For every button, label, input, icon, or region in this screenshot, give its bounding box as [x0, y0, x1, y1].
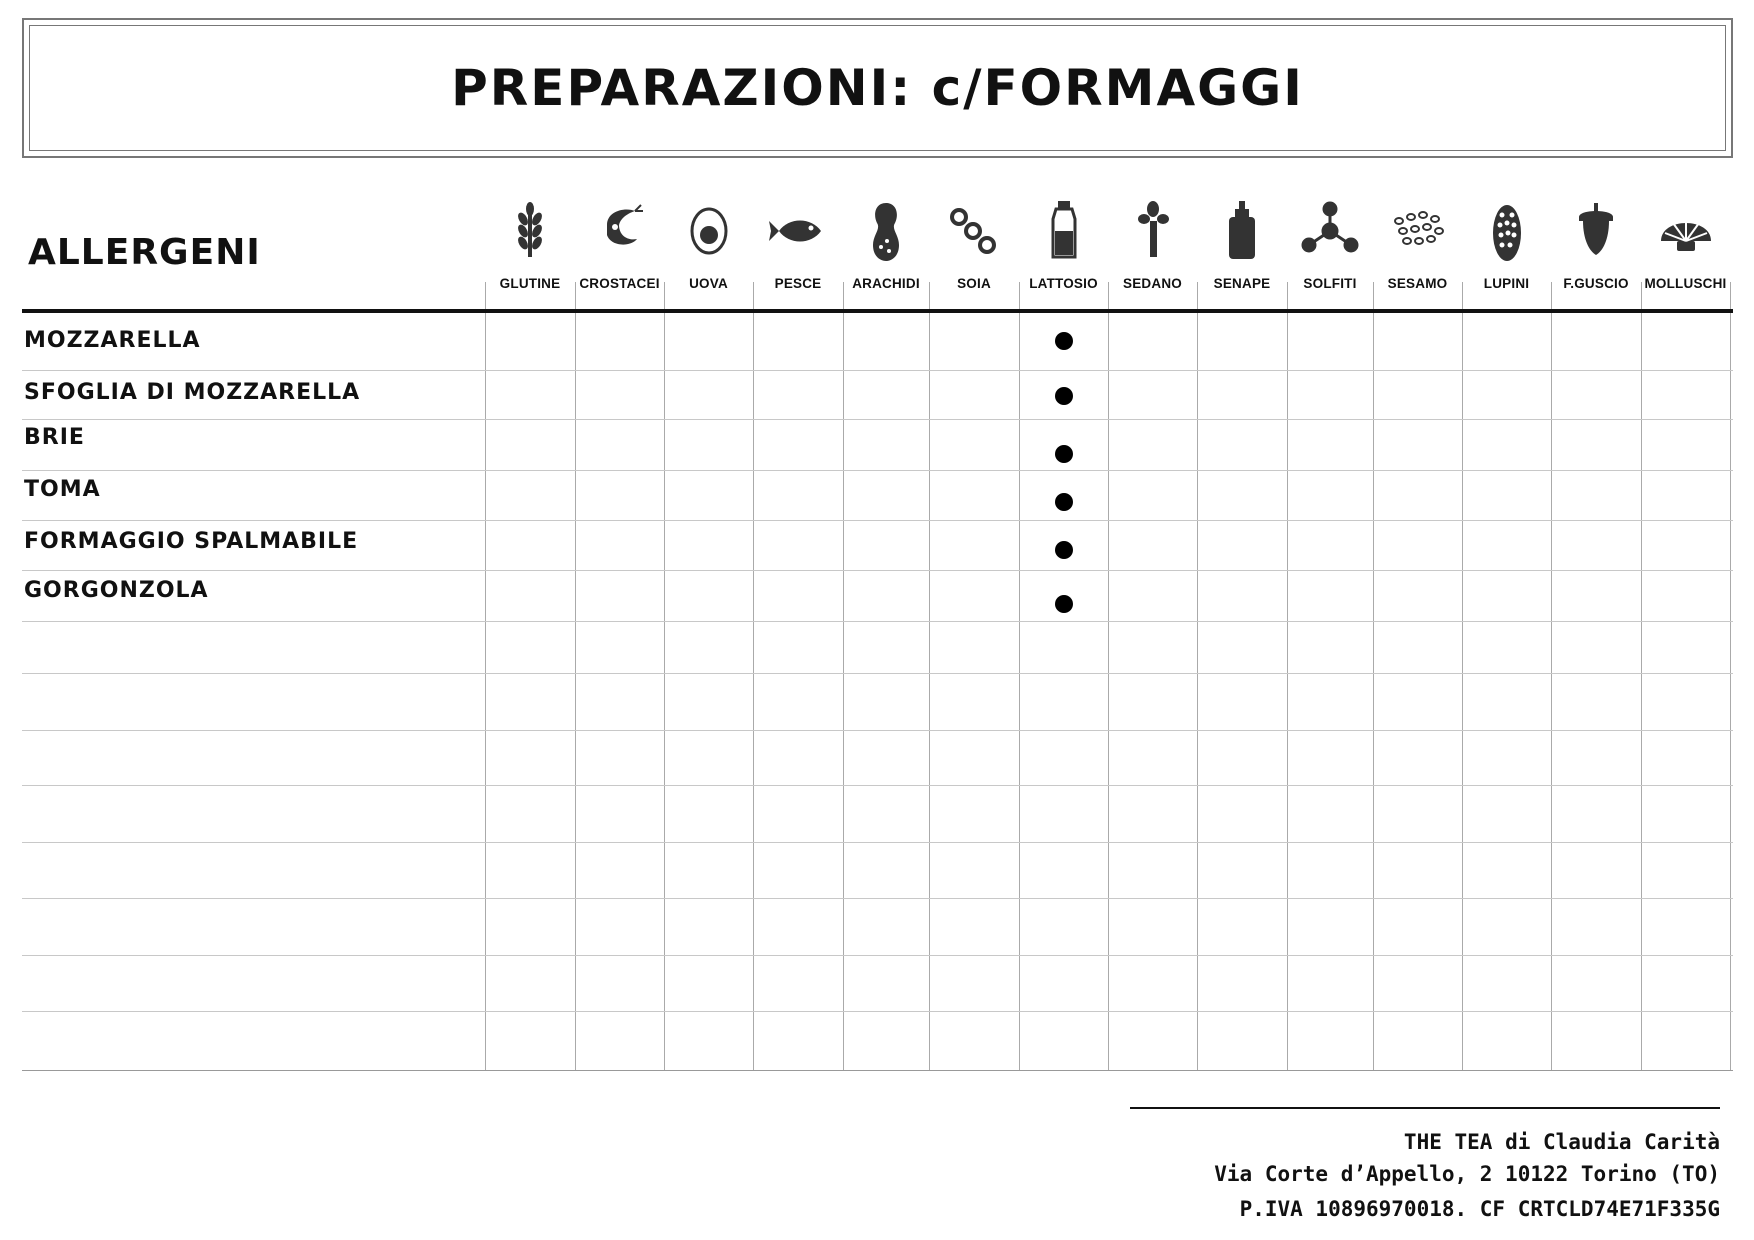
row-divider: [22, 955, 1733, 956]
column-divider: [929, 282, 930, 1070]
row-label: SFOGLIA DI MOZZARELLA: [24, 380, 361, 405]
acorn-icon: [1561, 195, 1631, 265]
peanut-icon: [851, 195, 921, 265]
column-divider: [1287, 282, 1288, 1070]
row-label: FORMAGGIO SPALMABILE: [24, 529, 359, 554]
row-label: MOZZARELLA: [24, 328, 201, 353]
row-divider: [22, 730, 1733, 731]
allergen-icon-fguscio: [1561, 195, 1631, 265]
page-title: PREPARAZIONI: c/FORMAGGI: [451, 59, 1304, 117]
column-divider: [1462, 282, 1463, 1070]
allergen-icon-lupini: [1472, 195, 1542, 265]
footer-rule: [1130, 1107, 1720, 1109]
allergen-label: SESAMO: [1387, 276, 1448, 291]
row-divider: [22, 621, 1733, 622]
row-divider: [22, 898, 1733, 899]
allergen-label: MOLLUSCHI: [1644, 276, 1727, 291]
row-divider: [22, 785, 1733, 786]
allergen-label: SEDANO: [1123, 276, 1182, 291]
row-label: BRIE: [24, 425, 85, 450]
row-divider: [22, 1070, 1733, 1071]
allergen-icon-molluschi: [1651, 195, 1721, 265]
allergen-dot: [1055, 332, 1073, 350]
footer-tax-ids: P.IVA 10896970018. CF CRTCLD74E71F335G: [1239, 1197, 1720, 1221]
allergen-label: UOVA: [689, 276, 728, 291]
column-divider: [1373, 282, 1374, 1070]
milk-bottle-icon: [1029, 195, 1099, 265]
column-divider: [575, 282, 576, 1070]
celery-icon: [1118, 195, 1188, 265]
row-label: TOMA: [24, 477, 101, 502]
column-divider: [1197, 282, 1198, 1070]
allergen-dot: [1055, 387, 1073, 405]
header-rule: [22, 309, 1733, 313]
fish-icon: [763, 195, 833, 265]
footer-address: Via Corte d’Appello, 2 10122 Torino (TO): [1214, 1162, 1720, 1186]
wheat-icon: [495, 195, 565, 265]
row-divider: [22, 520, 1733, 521]
row-divider: [22, 673, 1733, 674]
allergen-label: SOLFITI: [1303, 276, 1357, 291]
allergen-dot: [1055, 541, 1073, 559]
allergen-icon-arachidi: [851, 195, 921, 265]
allergen-label: ARACHIDI: [852, 276, 920, 291]
soy-icon: [939, 195, 1009, 265]
row-divider: [22, 842, 1733, 843]
row-divider: [22, 570, 1733, 571]
allergen-label: SENAPE: [1213, 276, 1271, 291]
row-divider: [22, 1011, 1733, 1012]
sulfite-molecule-icon: [1295, 195, 1365, 265]
allergen-label: GLUTINE: [499, 276, 561, 291]
footer-company: THE TEA di Claudia Carità: [1403, 1130, 1720, 1154]
column-divider: [1108, 282, 1109, 1070]
allergen-dot: [1055, 445, 1073, 463]
allergen-icon-pesce: [763, 195, 833, 265]
row-label: GORGONZOLA: [24, 578, 209, 603]
shell-icon: [1651, 195, 1721, 265]
allergen-icon-glutine: [495, 195, 565, 265]
allergen-label: LATTOSIO: [1029, 276, 1098, 291]
column-divider: [1641, 282, 1642, 1070]
allergen-icon-crostacei: [585, 195, 655, 265]
allergens-heading: ALLERGENI: [28, 232, 261, 273]
column-divider: [753, 282, 754, 1070]
allergen-icon-solfiti: [1295, 195, 1365, 265]
sesame-icon: [1383, 195, 1453, 265]
allergen-label: SOIA: [957, 276, 991, 291]
allergen-label: CROSTACEI: [579, 276, 660, 291]
allergen-dot: [1055, 493, 1073, 511]
column-divider: [843, 282, 844, 1070]
allergen-label: PESCE: [774, 276, 822, 291]
allergen-label: LUPINI: [1483, 276, 1530, 291]
lupin-icon: [1472, 195, 1542, 265]
title-inner-frame: [29, 25, 1726, 151]
allergen-icon-senape: [1207, 195, 1277, 265]
row-divider: [22, 470, 1733, 471]
column-divider: [1019, 282, 1020, 1070]
egg-icon: [674, 195, 744, 265]
allergen-icon-sedano: [1118, 195, 1188, 265]
shrimp-icon: [585, 195, 655, 265]
allergen-dot: [1055, 595, 1073, 613]
column-divider: [1551, 282, 1552, 1070]
allergen-icon-lattosio: [1029, 195, 1099, 265]
row-divider: [22, 370, 1733, 371]
column-divider: [664, 282, 665, 1070]
title-frame: [22, 18, 1733, 158]
allergen-label: F.GUSCIO: [1563, 276, 1629, 291]
column-divider: [1730, 282, 1731, 1070]
mustard-icon: [1207, 195, 1277, 265]
allergen-icon-uova: [674, 195, 744, 265]
column-divider: [485, 282, 486, 1070]
allergen-icon-soia: [939, 195, 1009, 265]
allergen-icon-sesamo: [1383, 195, 1453, 265]
row-divider: [22, 419, 1733, 420]
